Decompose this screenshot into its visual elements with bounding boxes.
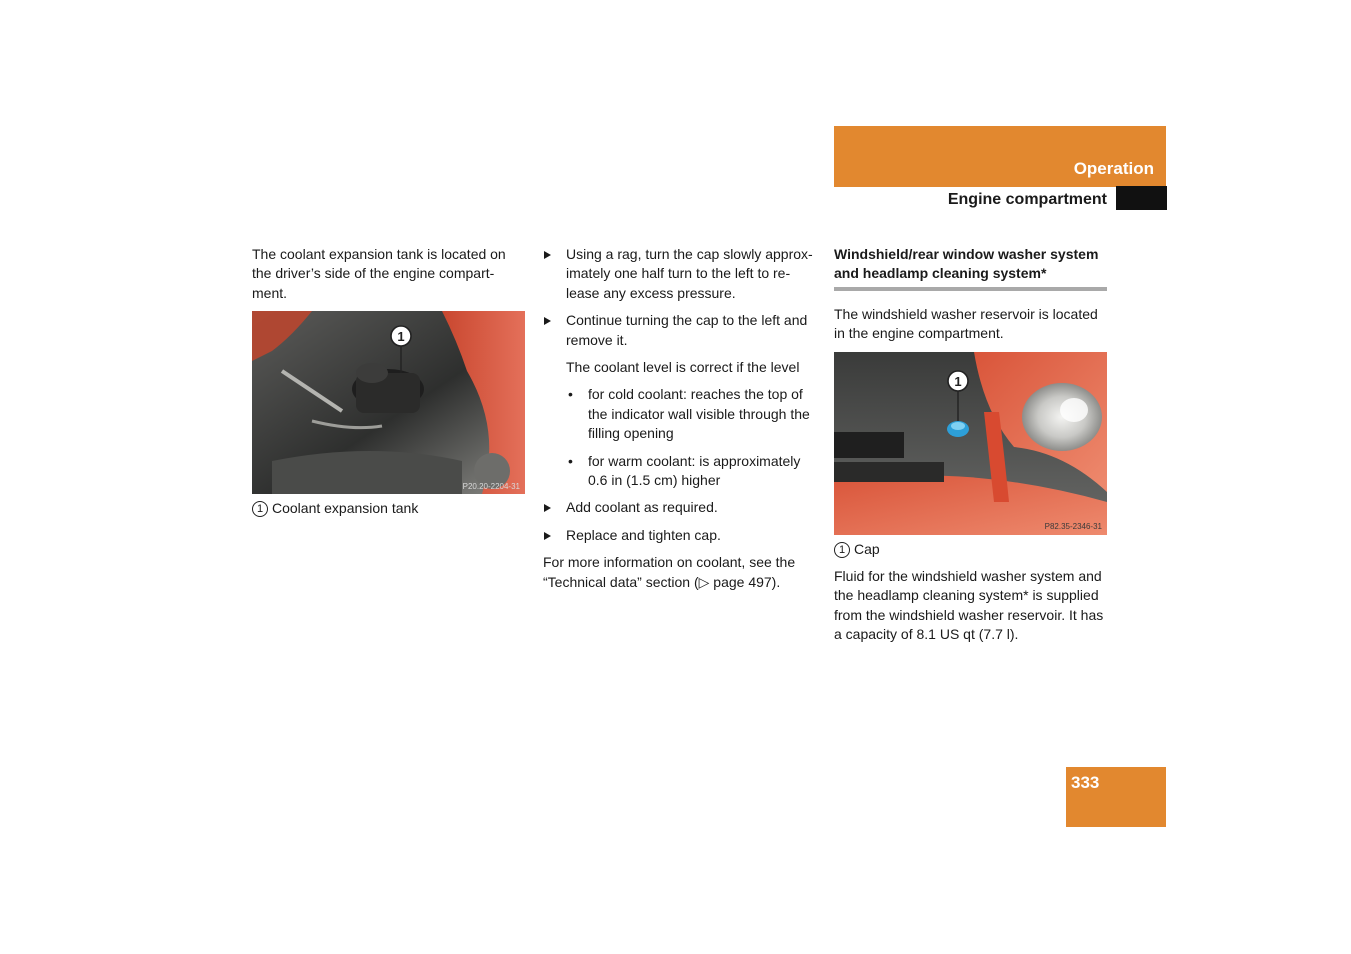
step-arrow-icon xyxy=(544,504,551,512)
washer-reservoir-photo xyxy=(834,352,1107,535)
step-arrow-icon xyxy=(544,532,551,540)
figure-callout-1: 1 xyxy=(954,373,962,389)
bullet-dot-icon: • xyxy=(568,452,573,469)
section-title: Engine compartment xyxy=(947,191,1107,208)
list-item-text: for warm coolant: is approximately 0.6 in (1.5 cm) higher xyxy=(588,452,801,489)
list-item-text: for cold coolant: reaches the top of the indicator wall visible through the filling opening xyxy=(588,386,810,442)
step-text: Replace and tighten cap. xyxy=(566,526,721,543)
figure-code: P20.20-2204-31 xyxy=(462,482,520,492)
page-number-box xyxy=(1066,767,1166,827)
heading-rule xyxy=(834,287,1107,291)
caption-text: Coolant expansion tank xyxy=(272,500,419,517)
step-arrow-icon xyxy=(544,317,551,325)
instruction-step xyxy=(543,245,818,303)
column-middle xyxy=(543,245,818,592)
coolant-intro-text: The coolant expansion tank is located on the driver’s side of the engine compart-ment. xyxy=(252,246,506,301)
more-info-text: For more information on coolant, see the “Technical data” section (▷ page 497). xyxy=(543,554,796,590)
page-number: 333 xyxy=(1071,773,1100,792)
step-text: Using a rag, turn the cap slowly approx-imately one half turn to the left to re-lease any excess pressure. xyxy=(566,246,813,301)
column-left xyxy=(252,245,526,519)
instruction-step xyxy=(543,498,818,517)
bullet-dot-icon: • xyxy=(568,386,573,403)
step-text: Continue turning the cap to the left and remove it. xyxy=(566,312,808,348)
caption-callout-number: 1 xyxy=(834,542,850,558)
coolant-tank-photo xyxy=(252,311,525,494)
step-arrow-icon xyxy=(544,251,551,259)
section-tab-marker xyxy=(1116,186,1167,210)
instruction-step xyxy=(543,526,818,545)
figure-callout-1: 1 xyxy=(397,329,405,345)
figure-code: P82.35-2346-31 xyxy=(1044,521,1102,531)
washer-intro-text: The windshield washer reservoir is located in the engine compartment. xyxy=(834,305,1098,342)
level-intro-text: The coolant level is correct if the level xyxy=(566,359,800,376)
step-text: Add coolant as required. xyxy=(566,499,718,516)
washer-section-heading: Windshield/rear window washer system and headlamp cleaning system* xyxy=(834,246,1099,282)
washer-reservoir-illustration xyxy=(834,352,1107,535)
instruction-step xyxy=(543,311,818,350)
column-right xyxy=(834,245,1107,645)
washer-capacity-text: Fluid for the windshield washer system and the headlamp cleaning system* is supplied from the windshield washer reservoir. It has a capacity of 8.1 US qt (7.7 l). xyxy=(834,568,1104,643)
caption-text: Cap xyxy=(854,540,880,557)
cap-figure-caption xyxy=(834,540,1107,559)
coolant-figure-caption xyxy=(252,499,526,518)
coolant-tank-illustration xyxy=(252,311,525,494)
caption-callout-number: 1 xyxy=(252,501,268,517)
list-item xyxy=(543,452,818,491)
chapter-band xyxy=(834,126,1166,187)
list-item xyxy=(543,385,818,443)
chapter-title: Operation xyxy=(1073,159,1154,178)
